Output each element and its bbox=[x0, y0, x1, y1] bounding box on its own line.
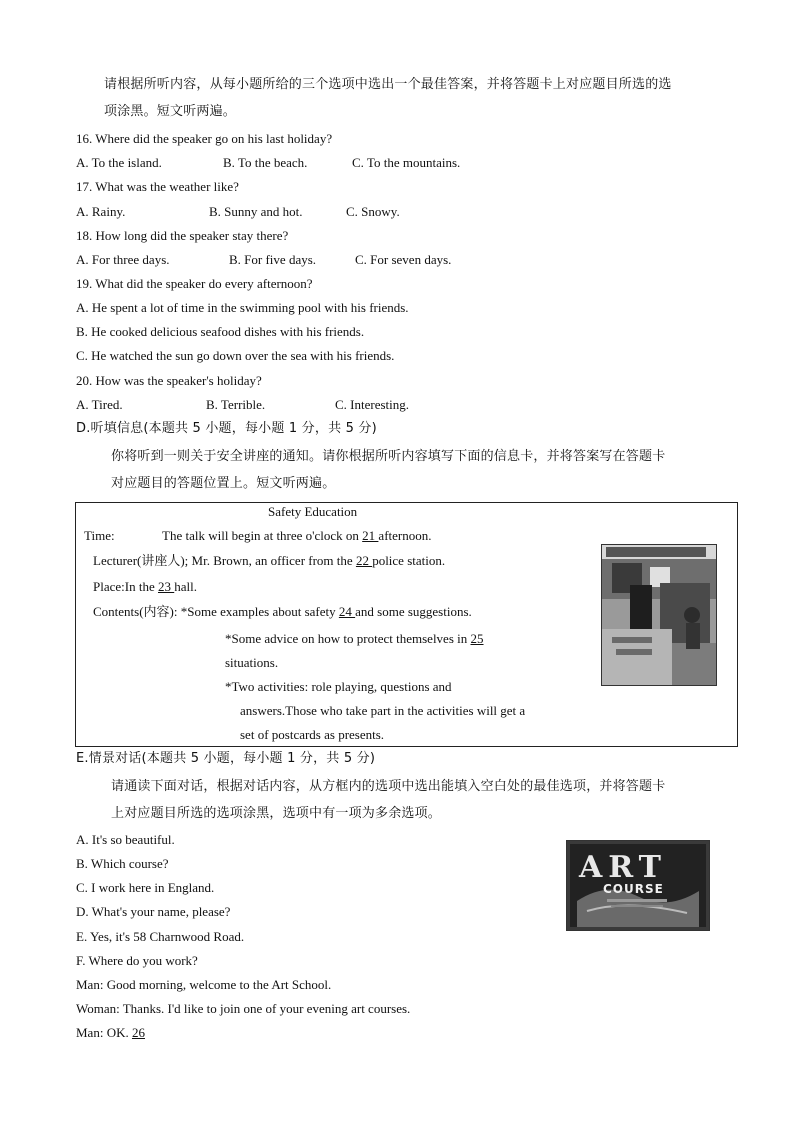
blank-26: 26 bbox=[131, 1025, 145, 1040]
svg-text:ART: ART bbox=[579, 850, 668, 885]
q17-option-c: C. Snowy. bbox=[346, 204, 400, 219]
section-c-instruction-line2: 项涂黑。短文听两遍。 bbox=[104, 104, 237, 119]
q17-option-a: A. Rainy. bbox=[76, 204, 126, 219]
option-f: F. Where do you work? bbox=[76, 953, 198, 968]
option-b: B. Which course? bbox=[76, 856, 169, 871]
q20-option-b: B. Terrible. bbox=[206, 397, 266, 412]
blank-24: 24 bbox=[338, 604, 356, 619]
section-e-heading: E.情景对话(本题共 5 小题，每小题 1 分，共 5 分) bbox=[76, 751, 376, 766]
contents-activities-line2: answers.Those who take part in the activities will get a bbox=[240, 703, 526, 718]
dialogue-line-3: Man: OK. 26 bbox=[76, 1025, 145, 1040]
section-e-instruction-line1: 请通读下面对话，根据对话内容，从方框内的选项中选出能填入空白处的最佳选项，并将答题卡 bbox=[111, 779, 666, 794]
blank-23: 23 bbox=[157, 579, 175, 594]
contents-advice-line2: situations. bbox=[225, 655, 279, 670]
q17-option-b: B. Sunny and hot. bbox=[209, 204, 303, 219]
q18-option-b: B. For five days. bbox=[229, 252, 317, 267]
section-d-heading: D.听填信息(本题共 5 小题，每小题 1 分，共 5 分) bbox=[76, 421, 377, 436]
blank-25: 25 bbox=[470, 631, 484, 646]
q16-option-b: B. To the beach. bbox=[223, 155, 308, 170]
question-20: 20. How was the speaker's holiday? bbox=[76, 373, 262, 388]
time-row: The talk will begin at three o'clock on 21 afternoon. bbox=[162, 528, 432, 543]
lecture-photo-image bbox=[602, 545, 716, 685]
q19-option-a: A. He spent a lot of time in the swimming pool with his friends. bbox=[76, 300, 409, 315]
place-row: Place:In the 23 hall. bbox=[93, 579, 197, 594]
option-a: A. It's so beautiful. bbox=[76, 832, 175, 847]
info-card bbox=[75, 502, 738, 747]
q19-option-b: B. He cooked delicious seafood dishes with his friends. bbox=[76, 324, 365, 339]
section-d-instruction-line2: 对应题目的答题位置上。短文听两遍。 bbox=[111, 476, 336, 491]
svg-text:COURSE: COURSE bbox=[603, 882, 664, 896]
lecturer-row: Lecturer(讲座人); Mr. Brown, an officer from the 22 police station. bbox=[93, 553, 446, 568]
contents-activities-line3: set of postcards as presents. bbox=[240, 727, 385, 742]
question-18: 18. How long did the speaker stay there? bbox=[76, 228, 289, 243]
contents-advice-line1: *Some advice on how to protect themselves in 25 bbox=[225, 631, 484, 646]
question-16: 16. Where did the speaker go on his last holiday? bbox=[76, 131, 333, 146]
question-19: 19. What did the speaker do every afternoon? bbox=[76, 276, 313, 291]
question-17: 17. What was the weather like? bbox=[76, 179, 239, 194]
q16-option-c: C. To the mountains. bbox=[352, 155, 461, 170]
option-c: C. I work here in England. bbox=[76, 880, 215, 895]
q18-option-c: C. For seven days. bbox=[355, 252, 452, 267]
section-d-instruction-line1: 你将听到一则关于安全讲座的通知。请你根据所听内容填写下面的信息卡，并将答案写在答题卡 bbox=[111, 449, 666, 464]
art-course-logo-image bbox=[567, 841, 709, 930]
blank-22: 22 bbox=[355, 553, 373, 568]
option-e: E. Yes, it's 58 Charnwood Road. bbox=[76, 929, 245, 944]
q20-option-c: C. Interesting. bbox=[335, 397, 410, 412]
card-title: Safety Education bbox=[268, 504, 358, 519]
blank-21: 21 bbox=[362, 528, 379, 543]
section-c-instruction-line1: 请根据所听内容，从每小题所给的三个选项中选出一个最佳答案，并将答题卡上对应题目所选的选 bbox=[104, 77, 672, 92]
q18-option-a: A. For three days. bbox=[76, 252, 170, 267]
time-label: Time: bbox=[84, 528, 115, 543]
contents-row: Contents(内容): *Some examples about safety 24 and some suggestions. bbox=[93, 604, 472, 619]
option-d: D. What's your name, please? bbox=[76, 904, 231, 919]
dialogue-line-2: Woman: Thanks. I'd like to join one of your evening art courses. bbox=[76, 1001, 411, 1016]
contents-activities-line1: *Two activities: role playing, questions and bbox=[225, 679, 452, 694]
q16-option-a: A. To the island. bbox=[76, 155, 162, 170]
section-e-instruction-line2: 上对应题目所选的选项涂黑，选项中有一项为多余选项。 bbox=[111, 806, 442, 821]
dialogue-line-1: Man: Good morning, welcome to the Art School. bbox=[76, 977, 332, 992]
art-course-logo bbox=[566, 840, 710, 931]
q19-option-c: C. He watched the sun go down over the sea with his friends. bbox=[76, 348, 395, 363]
lecture-photo bbox=[601, 544, 717, 686]
q20-option-a: A. Tired. bbox=[76, 397, 123, 412]
